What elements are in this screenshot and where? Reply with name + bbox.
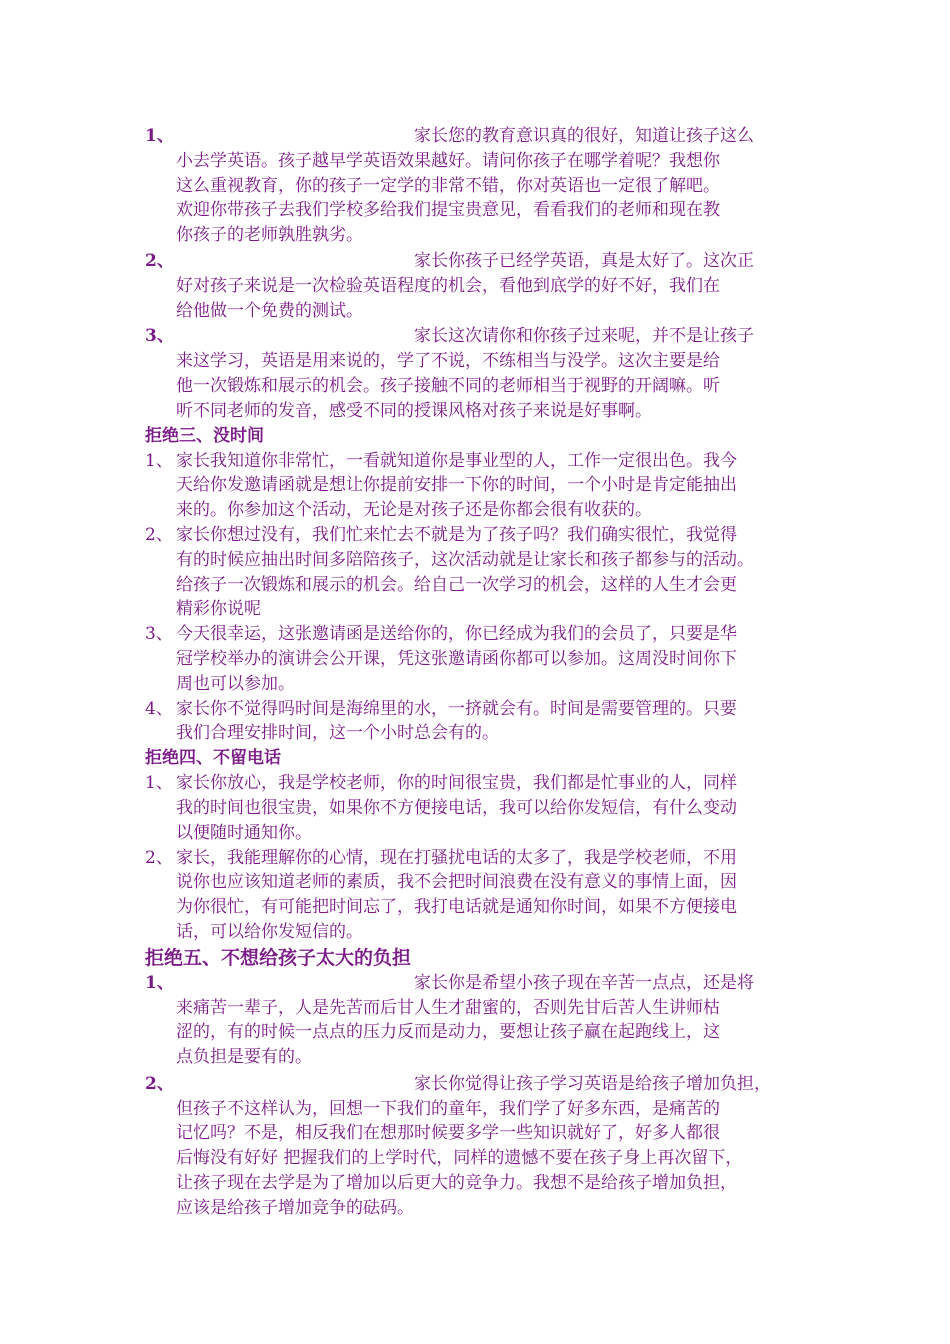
list-item bbox=[145, 846, 825, 945]
item-line: 家长你是希望小孩子现在辛苦一点点，还是将 bbox=[414, 972, 754, 993]
item-line: 后悔没有好好 把握我们的上学时代，同样的遗憾不要在孩子身上再次留下， bbox=[176, 1148, 743, 1169]
item-line: 家长这次请你和你孩子过来呢，并不是让孩子 bbox=[414, 326, 754, 347]
item-line: 家长你想过没有，我们忙来忙去不就是为了孩子吗？我们确实很忙，我觉得 bbox=[176, 524, 737, 545]
list-item bbox=[145, 324, 825, 423]
list-item bbox=[145, 449, 825, 523]
item-number: 3、 bbox=[145, 326, 174, 347]
list-item bbox=[145, 697, 825, 747]
item-line: 涩的，有的时候一点点的压力反而是动力，要想让孩子赢在起跑线上，这 bbox=[176, 1022, 720, 1043]
list-item bbox=[145, 971, 825, 1070]
item-number: 2、 bbox=[145, 524, 173, 545]
item-line: 来这学习，英语是用来说的，学了不说，不练相当与没学。这次主要是给 bbox=[176, 351, 720, 372]
section-intro-list bbox=[145, 124, 825, 424]
item-number: 2、 bbox=[145, 250, 174, 271]
item-line: 精彩你说呢 bbox=[176, 599, 261, 620]
list-item bbox=[145, 771, 825, 845]
item-line: 家长你放心，我是学校老师，你的时间很宝贵，我们都是忙事业的人，同样 bbox=[176, 773, 737, 794]
section-heading: 拒绝三、没时间 bbox=[145, 425, 264, 446]
item-number: 2、 bbox=[145, 1073, 174, 1094]
item-line: 为你很忙，有可能把时间忘了，我打电话就是通知你时间，如果不方便接电 bbox=[176, 897, 737, 918]
item-line: 来痛苦一辈子，人是先苦而后甘人生才甜蜜的，否则先甘后苦人生讲师枯 bbox=[176, 997, 720, 1018]
item-line: 你孩子的老师孰胜孰劣。 bbox=[176, 225, 363, 246]
item-line: 应该是给孩子增加竞争的砝码。 bbox=[176, 1197, 414, 1218]
item-line: 冠学校举办的演讲会公开课，凭这张邀请函你都可以参加。这周没时间你下 bbox=[176, 648, 737, 669]
item-line: 我们合理安排时间，这一个小时总会有的。 bbox=[176, 723, 499, 744]
section-heading: 拒绝四、不留电话 bbox=[145, 748, 281, 769]
item-number: 1、 bbox=[145, 450, 173, 471]
item-line: 来的。你参加这个活动，无论是对孩子还是你都会很有收获的。 bbox=[176, 500, 652, 521]
list-item bbox=[145, 124, 825, 248]
item-line: 听不同老师的发音，感受不同的授课风格对孩子来说是好事啊。 bbox=[176, 400, 652, 421]
list-item bbox=[145, 523, 825, 622]
item-line: 让孩子现在去学是为了增加以后更大的竞争力。我想不是给孩子增加负担， bbox=[176, 1173, 737, 1194]
item-number: 3、 bbox=[145, 624, 173, 645]
item-line: 记忆吗？不是，相反我们在想那时候要多学一些知识就好了，好多人都很 bbox=[176, 1123, 720, 1144]
section-no-phone bbox=[145, 746, 825, 945]
item-line: 点负担是要有的。 bbox=[176, 1047, 312, 1068]
item-line: 以便随时通知你。 bbox=[176, 822, 312, 843]
list-item bbox=[145, 1072, 825, 1221]
item-line: 好对孩子来说是一次检验英语程度的机会，看他到底学的好不好，我们在 bbox=[176, 275, 720, 296]
item-line: 家长你不觉得吗时间是海绵里的水，一挤就会有。时间是需要管理的。只要 bbox=[176, 698, 737, 719]
item-line: 家长你觉得让孩子学习英语是给孩子增加负担， bbox=[414, 1073, 771, 1094]
item-number: 1、 bbox=[145, 126, 174, 146]
section-no-time bbox=[145, 424, 825, 747]
item-line: 家长你孩子已经学英语，真是太好了。这次正 bbox=[414, 250, 754, 271]
section-heading: 拒绝五、不想给孩子太大的负担 bbox=[145, 946, 412, 969]
item-number: 1、 bbox=[145, 972, 174, 993]
item-line: 今天很幸运，这张邀请函是送给你的，你已经成为我们的会员了，只要是华 bbox=[176, 624, 737, 645]
item-line: 周也可以参加。 bbox=[176, 673, 295, 694]
item-line: 家长我知道你非常忙，一看就知道你是事业型的人，工作一定很出色。我今 bbox=[176, 450, 737, 471]
section-no-burden bbox=[145, 945, 825, 1221]
document-body bbox=[145, 124, 825, 1221]
item-number: 2、 bbox=[145, 847, 173, 868]
list-item bbox=[145, 249, 825, 323]
item-line: 小去学英语。孩子越早学英语效果越好。请问你孩子在哪学着呢？我想你 bbox=[176, 150, 720, 171]
item-line: 他一次锻炼和展示的机会。孩子接触不同的老师相当于视野的开阔嘛。听 bbox=[176, 375, 720, 396]
item-line: 给孩子一次锻炼和展示的机会。给自己一次学习的机会，这样的人生才会更 bbox=[176, 574, 737, 595]
item-line: 说你也应该知道老师的素质，我不会把时间浪费在没有意义的事情上面，因 bbox=[176, 872, 737, 893]
item-line: 欢迎你带孩子去我们学校多给我们提宝贵意见，看看我们的老师和现在教 bbox=[176, 200, 720, 221]
item-line: 天给你发邀请函就是想让你提前安排一下你的时间，一个小时是肯定能抽出 bbox=[176, 475, 737, 496]
item-line: 但孩子不这样认为，回想一下我们的童年，我们学了好多东西，是痛苦的 bbox=[176, 1098, 720, 1119]
item-line: 话，可以给你发短信的。 bbox=[176, 921, 363, 942]
item-line: 家长，我能理解你的心情，现在打骚扰电话的太多了，我是学校老师，不用 bbox=[176, 847, 737, 868]
item-line: 有的时候应抽出时间多陪陪孩子，这次活动就是让家长和孩子都参与的活动。 bbox=[176, 549, 754, 570]
item-line: 这么重视教育，你的孩子一定学的非常不错，你对英语也一定很了解吧。 bbox=[176, 175, 720, 196]
list-item bbox=[145, 622, 825, 696]
item-line: 我的时间也很宝贵，如果你不方便接电话，我可以给你发短信，有什么变动 bbox=[176, 797, 737, 818]
item-number: 1、 bbox=[145, 773, 173, 794]
item-number: 4、 bbox=[145, 698, 173, 719]
item-line: 给他做一个免费的测试。 bbox=[176, 300, 363, 321]
item-line: 家长您的教育意识真的很好，知道让孩子这么 bbox=[414, 126, 754, 146]
